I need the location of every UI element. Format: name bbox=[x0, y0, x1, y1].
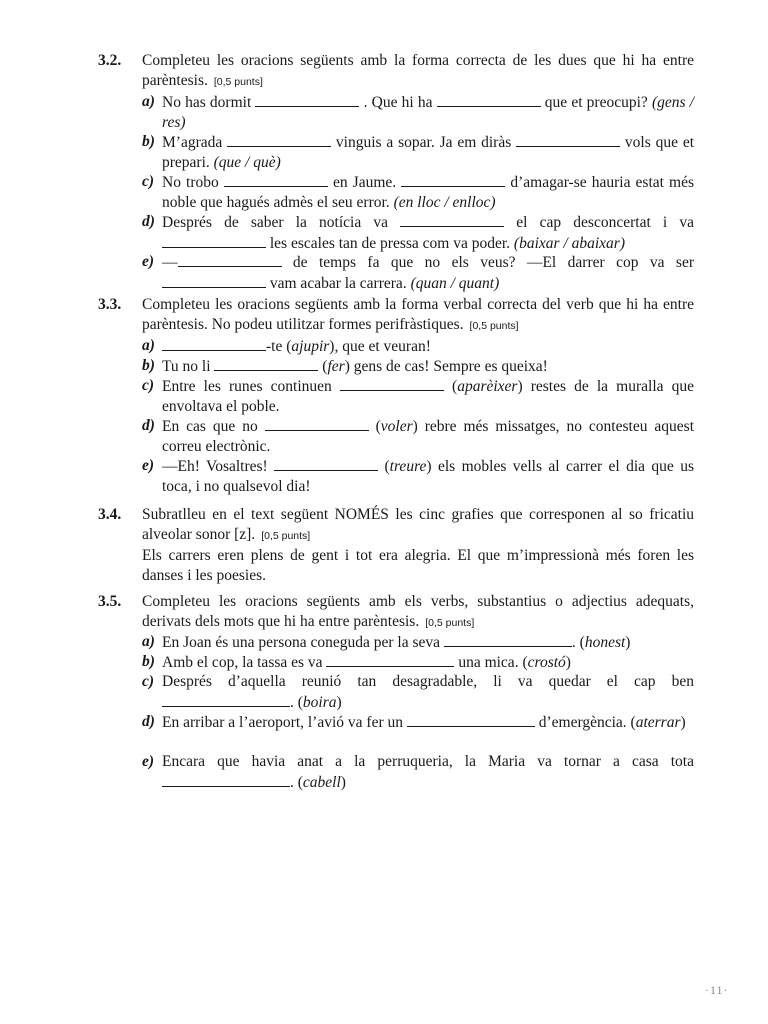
answer-blank[interactable] bbox=[265, 416, 369, 431]
exercise-text: Els carrers eren plens de gent i tot era alegria. El que m’impressionà més foren les danses i les poesies. bbox=[142, 547, 694, 584]
exercise-instruction: Completeu les oracions següents amb els verbs, substantius o adjectius adequats, derivats dels mots que hi ha entre parèntesis. [0,5 punts] bbox=[142, 593, 694, 630]
answer-blank[interactable] bbox=[326, 652, 454, 667]
answer-blank[interactable] bbox=[162, 233, 266, 248]
answer-blank[interactable] bbox=[400, 212, 504, 227]
answer-blank[interactable] bbox=[340, 376, 444, 391]
answer-blank[interactable] bbox=[214, 356, 318, 371]
exercise-number: 3.4. bbox=[98, 506, 122, 523]
exercise-instruction: Subratlleu en el text següent NOMÉS les cinc grafies que corresponen al so fricatiu alveolar sonor [z]. [0,5 punts] bbox=[142, 506, 694, 543]
answer-blank[interactable] bbox=[437, 92, 541, 107]
points-label: [0,5 punts] bbox=[261, 530, 311, 542]
exam-page: 3.2. Completeu les oracions següents amb la forma correcta de les dues que hi ha entre parèntesis. [0,5 punts] a) No has dormit . Que hi ha que et preocupi? (gens / res) b) M’agrada vinguis a sopar. Ja em diràs vols que et prepari. (que / què) c) No trobo en Jaume. d’amagar-se hauria estat més noble que hagués admès el seu error. (en lloc / enlloc) d) Després de saber la notícia va el cap desconcertat i va les escales tan de pressa com va poder. (baixar / abaixar) e) — de temps fa que no els veus? —El darrer cop va ser vam acabar la carrera. (quan / quant) 3.3. Completeu les oracions següents amb la forma verbal correcta del verb que hi ha entre parèntesis. No podeu utilitzar formes perifràstiques. [0,5 punts] a) -te (ajupir), que et veuran! b) Tu no li (fer) gens de cas! Sempre es queixa! c) Entre les runes continuen (aparèixer) restes de la muralla que envoltava el poble. d) En cas que no (voler) rebre més missatges, no contesteu aquest correu electrònic. e) —Eh! Vosaltres! (treure) els mobles vells al carrer el dia que us toca, i no qualsevol dia! 3.4. Subratlleu en el text següent NOMÉS les cinc grafies que corresponen al so fricatiu alveolar sonor [z]. [0,5 punts] Els carrers eren plens de gent i tot era alegria. El que m’impressionà més foren les danses i les poesies. 3.5. Completeu les oracions següents amb els verbs, substantius o adjectius adequats, derivats dels mots que hi ha entre parèntesis. [0,5 punts] a) En Joan és una persona coneguda per la seva . (honest) b) Amb el cop, la tassa es va una mica. (crostó) c) Després d’aquella reunió tan desagradable, li va quedar el cap ben . (boira) d) En arribar a l’aeroport, l’avió va fer un d’emergència. (aterrar) e) Encara que havia anat a la perruqueria, la Maria va tornar a casa tota . (cabell) ·11· bbox=[98, 52, 729, 997]
answer-blank[interactable] bbox=[444, 632, 572, 647]
answer-blank[interactable] bbox=[162, 772, 290, 787]
exercise-instruction: Completeu les oracions següents amb la forma correcta de les dues que hi ha entre parèntesis. [0,5 punts] bbox=[142, 52, 694, 89]
exercise-number: 3.5. bbox=[98, 593, 122, 610]
answer-blank[interactable] bbox=[224, 172, 328, 187]
answer-blank[interactable] bbox=[516, 132, 620, 147]
exercise-number: 3.3. bbox=[98, 296, 122, 313]
points-label: [0,5 punts] bbox=[213, 76, 263, 88]
points-label: [0,5 punts] bbox=[425, 617, 475, 629]
answer-blank[interactable] bbox=[162, 336, 266, 351]
answer-blank[interactable] bbox=[255, 92, 359, 107]
answer-blank[interactable] bbox=[227, 132, 331, 147]
answer-blank[interactable] bbox=[162, 273, 266, 288]
page-number: ·11· bbox=[705, 983, 729, 997]
answer-blank[interactable] bbox=[162, 692, 290, 707]
answer-blank[interactable] bbox=[407, 712, 535, 727]
answer-blank[interactable] bbox=[401, 172, 505, 187]
answer-blank[interactable] bbox=[178, 252, 282, 267]
answer-blank[interactable] bbox=[274, 456, 378, 471]
exercise-number: 3.2. bbox=[98, 52, 122, 69]
points-label: [0,5 punts] bbox=[469, 320, 519, 332]
exercise-instruction: Completeu les oracions següents amb la forma verbal correcta del verb que hi ha entre parèntesis. No podeu utilitzar formes perifràstiques. [0,5 punts] bbox=[142, 296, 694, 333]
